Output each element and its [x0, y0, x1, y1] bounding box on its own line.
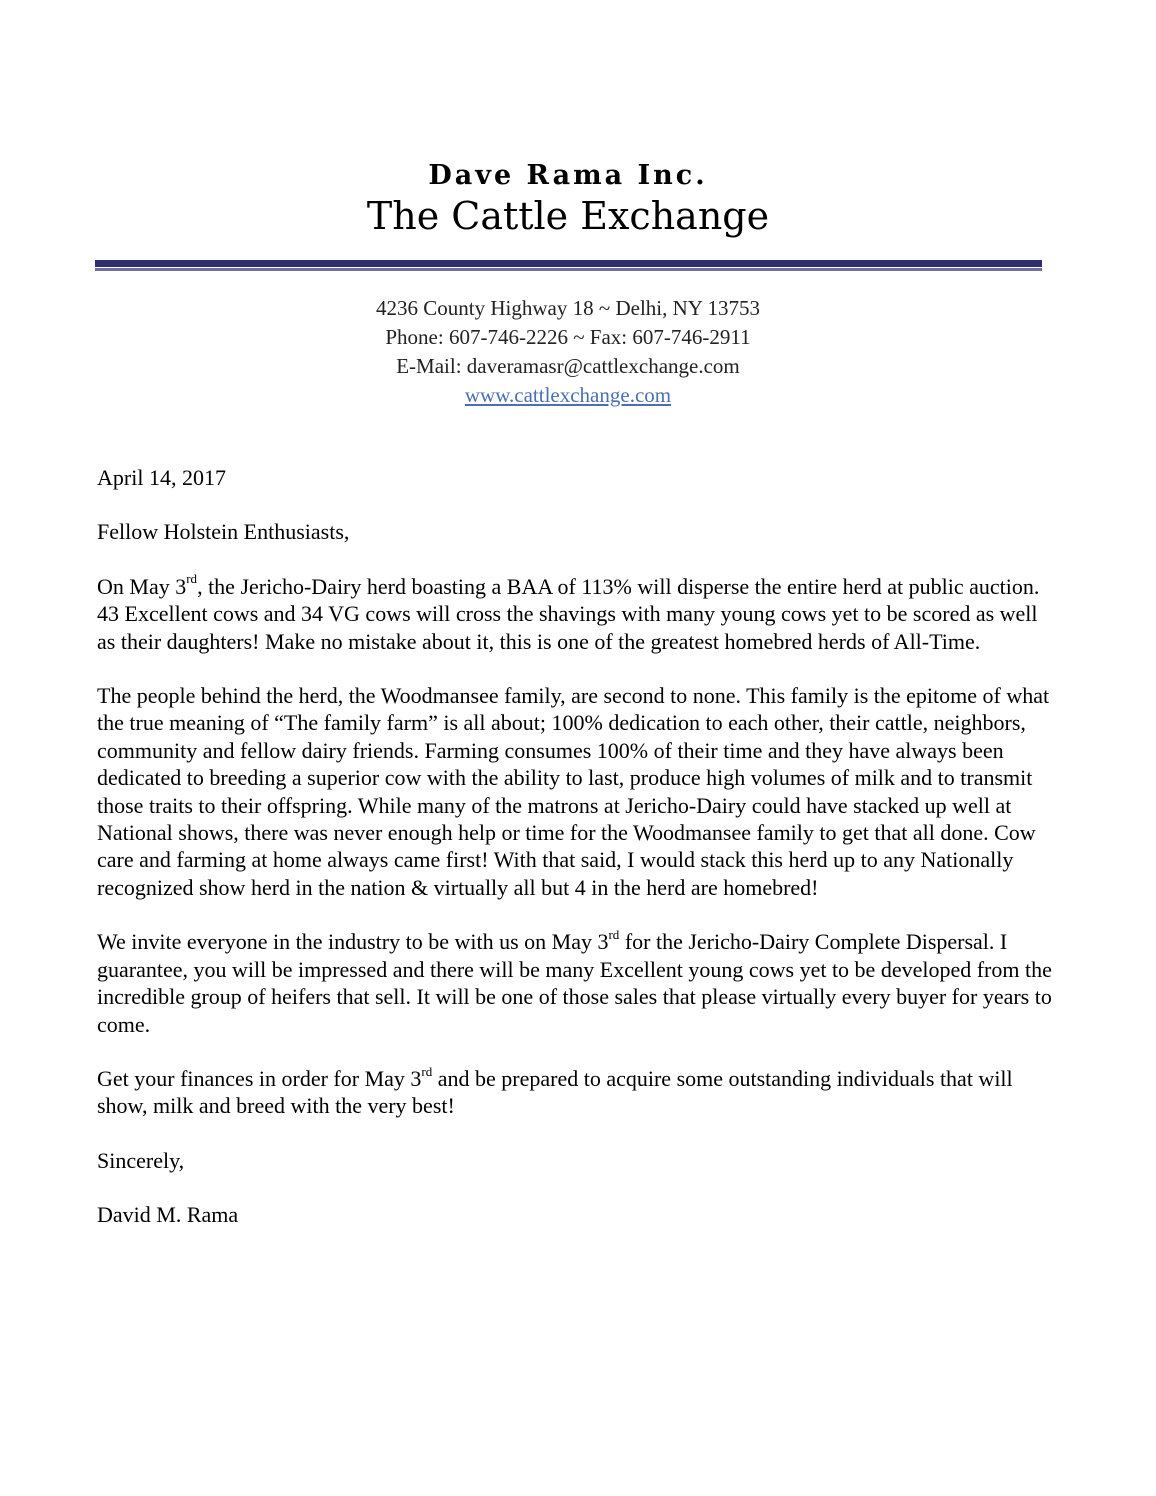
divider-thin-line	[95, 268, 1042, 271]
paragraph-2: The people behind the herd, the Woodmansee family, are second to none. This family is the epitome of what the true meaning of “The family farm” is all about; 100% dedication to each other, their cattle, neighbors, community and fellow dairy friends. Farming consumes 100% of their time and they have always been dedicated to breeding a superior cow with the ability to last, produce high volumes of milk and to transmit those traits to their offspring. While many of the matrons at Jericho-Dairy could have stacked up well at National shows, there was never enough help or time for the Woodmansee family to get that all done. Cow care and farming at home always came first! With that said, I would stack this herd up to any Nationally recognized show herd in the nation & virtually all but 4 in the herd are homebred!	[97, 683, 1050, 900]
paragraph-3-ordinal: rd	[608, 926, 620, 942]
salutation: Fellow Holstein Enthusiasts,	[97, 519, 350, 545]
email-line: E-Mail: daveramasr@cattlexchange.com	[396, 354, 740, 378]
closing: Sincerely,	[97, 1147, 185, 1173]
company-title: The Cattle Exchange	[366, 194, 770, 238]
company-name: Dave Rama Inc.	[428, 160, 708, 191]
website-link[interactable]: www.cattlexchange.com	[464, 383, 672, 407]
signature-name: David M. Rama	[97, 1202, 239, 1228]
paragraph-4-start: Get your finances in order for May 3	[97, 1065, 422, 1091]
paragraph-1	[97, 573, 1057, 655]
paragraph-1-ordinal: rd	[186, 571, 198, 587]
phone-fax-line: Phone: 607-746-2226 ~ Fax: 607-746-2911	[385, 325, 751, 349]
letter-date: April 14, 2017	[97, 465, 226, 490]
paragraph-1-start: On May 3	[97, 573, 187, 599]
paragraph-3	[97, 928, 1057, 1038]
paragraph-3-start: We invite everyone in the industry to be with us on May 3	[97, 929, 609, 955]
contact-block	[0, 294, 1136, 410]
paragraph-4-ordinal: rd	[421, 1063, 433, 1079]
address-line: 4236 County Highway 18 ~ Delhi, NY 13753	[376, 296, 760, 320]
letter-body	[97, 464, 1057, 1229]
letterhead-divider	[95, 260, 1042, 271]
paragraph-3-rest: for the Jericho-Dairy Complete Dispersal. I guarantee, you will be impressed and there will be many Excellent young cows yet to be developed from the incredible group of heifers that sell. It will be one of those sales that please virtually every buyer for years to come.	[97, 929, 1052, 1037]
paragraph-1-rest: , the Jericho-Dairy herd boasting a BAA of 113% will disperse the entire herd at public auction. 43 Excellent cows and 34 VG cows will cross the shavings with many young cows yet to be scored as well as their daughters! Make no mistake about it, this is one of the greatest homebred herds of All-Time.	[97, 573, 1040, 654]
divider-thick-line	[95, 260, 1042, 267]
paragraph-4-rest: and be prepared to acquire some outstanding individuals that will show, milk and breed with the very best!	[97, 1065, 1013, 1119]
paragraph-4	[97, 1065, 1057, 1120]
